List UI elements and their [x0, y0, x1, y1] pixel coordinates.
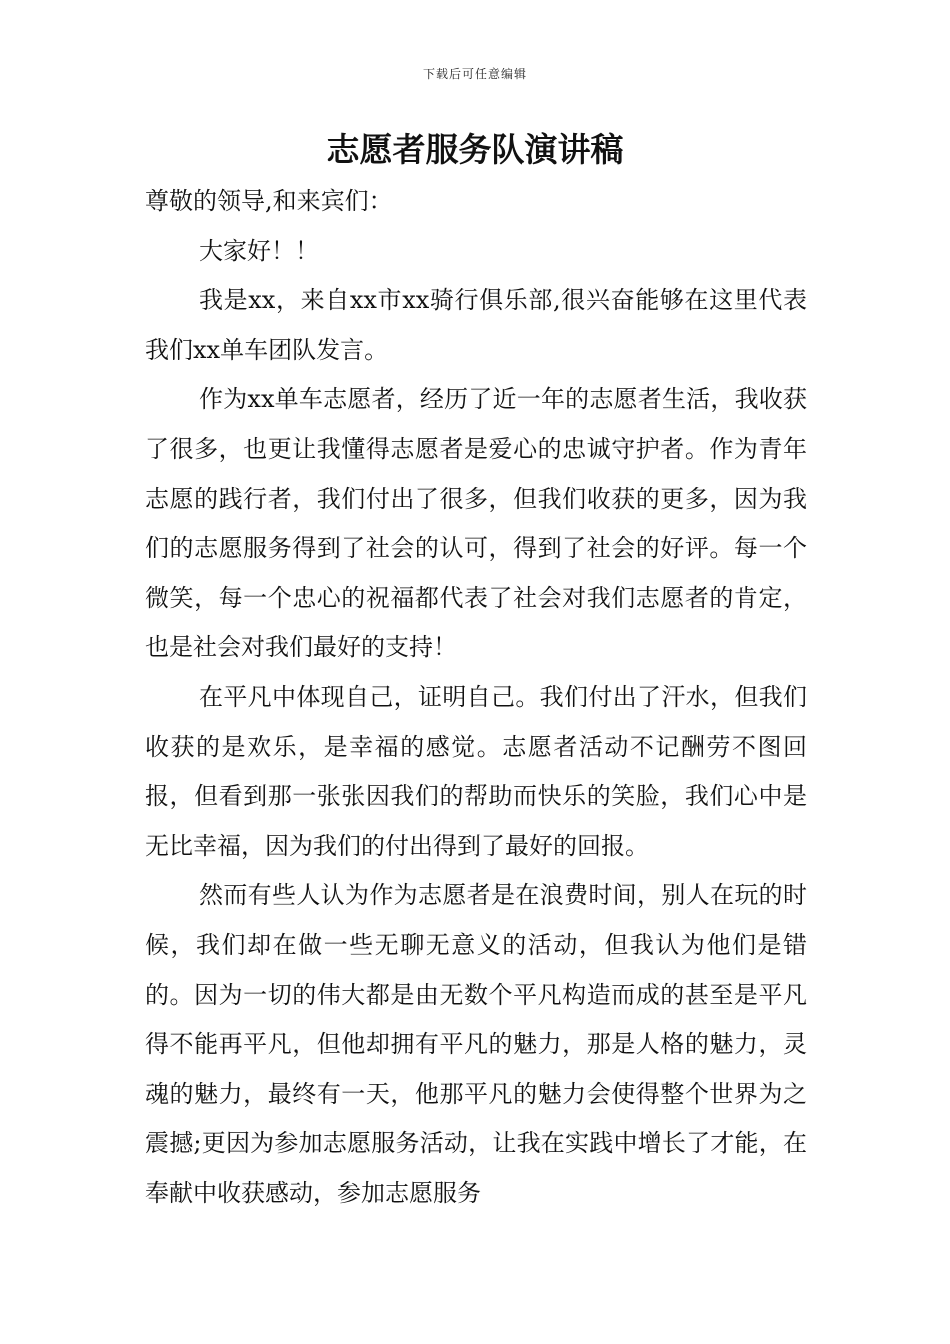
ordinary-paragraph: 在平凡中体现自己，证明自己。我们付出了汗水，但我们收获的是欢乐，是幸福的感觉。志愿者活动不记酬劳不图回报，但看到那一张张因我们的帮助而快乐的笑脸，我们心中是无比幸福，因为我们的付出得到了最好的回报。	[145, 682, 807, 860]
document-body	[145, 177, 807, 1218]
header-note: 下载后可任意编辑	[422, 67, 527, 81]
salutation-paragraph: 尊敬的领导,和来宾们：	[145, 187, 393, 215]
greeting-paragraph: 大家好！！	[199, 236, 319, 265]
meaning-paragraph: 然而有些人认为作为志愿者是在浪费时间，别人在玩的时候，我们却在做一些无聊无意义的活动，但我认为他们是错的。因为一切的伟大都是由无数个平凡构造而成的甚至是平凡得不能再平凡，但他却拥有平凡的魅力，那是人格的魅力，灵魂的魅力，最终有一天，他那平凡的魅力会使得整个世界为之震撼;更因为参加志愿服务活动，让我在实践中增长了才能，在奉献中收获感动，参加志愿服务	[145, 881, 807, 1207]
document-title: 志愿者服务队演讲稿	[326, 130, 624, 169]
intro-paragraph: 我是xx，来自xx市xx骑行俱乐部,很兴奋能够在这里代表我们xx单车团队发言。	[145, 286, 807, 364]
experience-paragraph: 作为xx单车志愿者，经历了近一年的志愿者生活，我收获了很多，也更让我懂得志愿者是爱心的忠诚守护者。作为青年志愿的践行者，我们付出了很多，但我们收获的更多，因为我们的志愿服务得到了社会的认可，得到了社会的好评。每一个微笑，每一个忠心的祝福都代表了社会对我们志愿者的肯定，也是社会对我们最好的支持！	[145, 385, 807, 662]
